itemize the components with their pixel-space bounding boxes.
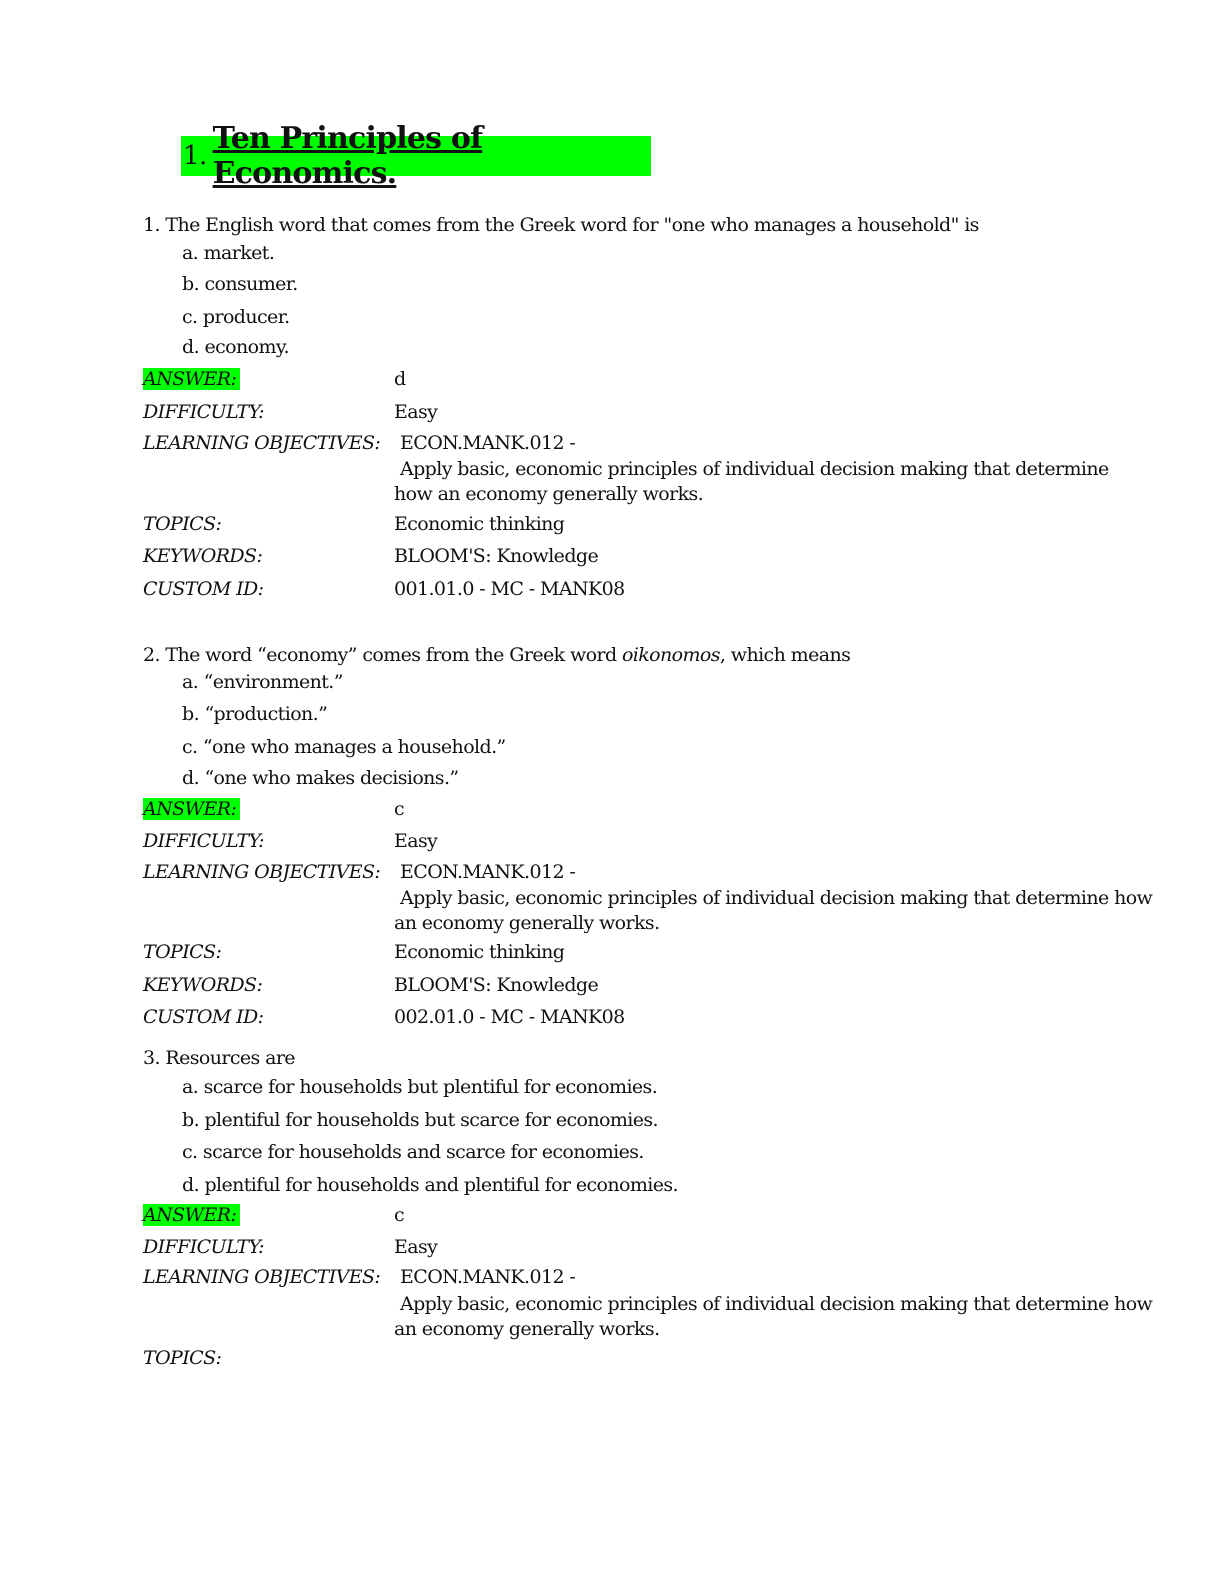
learning-objectives-label: LEARNING OBJECTIVES: [143,861,381,883]
learning-objective-code: ECON.MANK.012 - [400,432,576,454]
option: c. scarce for households and scarce for economies. [182,1141,644,1163]
option: d. economy. [182,336,289,358]
page-title [181,121,651,191]
question-stem: 2. The word “economy” comes from the Greek word oikonomos, which means [143,644,851,666]
answer-value: c [394,1204,405,1226]
custom-id-value: 002.01.0 - MC - MANK08 [394,1006,625,1028]
option: b. “production.” [182,703,328,725]
learning-objective-text: an economy generally works. [394,912,660,934]
learning-objective-code: ECON.MANK.012 - [400,1266,576,1288]
option: d. plentiful for households and plentiful for economies. [182,1174,678,1196]
question-stem: 3. Resources are [143,1047,295,1069]
custom-id-label: CUSTOM ID: [143,1006,264,1028]
answer-label: ANSWER: [143,1204,240,1226]
learning-objective-text: Apply basic, economic principles of individual decision making that determine [400,458,1109,480]
learning-objective-text: Apply basic, economic principles of individual decision making that determine how [400,887,1153,909]
keywords-label: KEYWORDS: [143,974,263,996]
option: d. “one who makes decisions.” [182,767,459,789]
topics-label: TOPICS: [143,941,222,963]
keywords-value: BLOOM'S: Knowledge [394,545,599,567]
option: c. producer. [182,306,290,328]
option: a. market. [182,242,275,264]
learning-objective-text: an economy generally works. [394,1318,660,1340]
title-text: Ten Principles of Economics. [212,121,483,191]
difficulty-label: DIFFICULTY: [143,401,264,423]
topics-value: Economic thinking [394,941,565,963]
difficulty-label: DIFFICULTY: [143,1236,264,1258]
learning-objective-code: ECON.MANK.012 - [400,861,576,883]
topics-label: TOPICS: [143,513,222,535]
keywords-value: BLOOM'S: Knowledge [394,974,599,996]
difficulty-value: Easy [394,830,438,852]
answer-value: d [394,368,406,390]
difficulty-value: Easy [394,1236,438,1258]
learning-objective-text: Apply basic, economic principles of individual decision making that determine how [400,1293,1153,1315]
custom-id-value: 001.01.0 - MC - MANK08 [394,578,625,600]
topics-label: TOPICS: [143,1347,222,1369]
title-number: 1. [183,141,207,171]
answer-value: c [394,798,405,820]
option: b. consumer. [182,273,298,295]
option: a. scarce for households but plentiful for economies. [182,1076,658,1098]
option: a. “environment.” [182,671,343,693]
answer-label: ANSWER: [143,368,240,390]
option: c. “one who manages a household.” [182,736,506,758]
difficulty-label: DIFFICULTY: [143,830,264,852]
keywords-label: KEYWORDS: [143,545,263,567]
topics-value: Economic thinking [394,513,565,535]
question-stem: 1. The English word that comes from the Greek word for "one who manages a household" is [143,214,979,236]
option: b. plentiful for households but scarce for economies. [182,1109,658,1131]
learning-objectives-label: LEARNING OBJECTIVES: [143,1266,381,1288]
answer-label: ANSWER: [143,798,240,820]
difficulty-value: Easy [394,401,438,423]
learning-objective-text: how an economy generally works. [394,483,704,505]
custom-id-label: CUSTOM ID: [143,578,264,600]
learning-objectives-label: LEARNING OBJECTIVES: [143,432,381,454]
